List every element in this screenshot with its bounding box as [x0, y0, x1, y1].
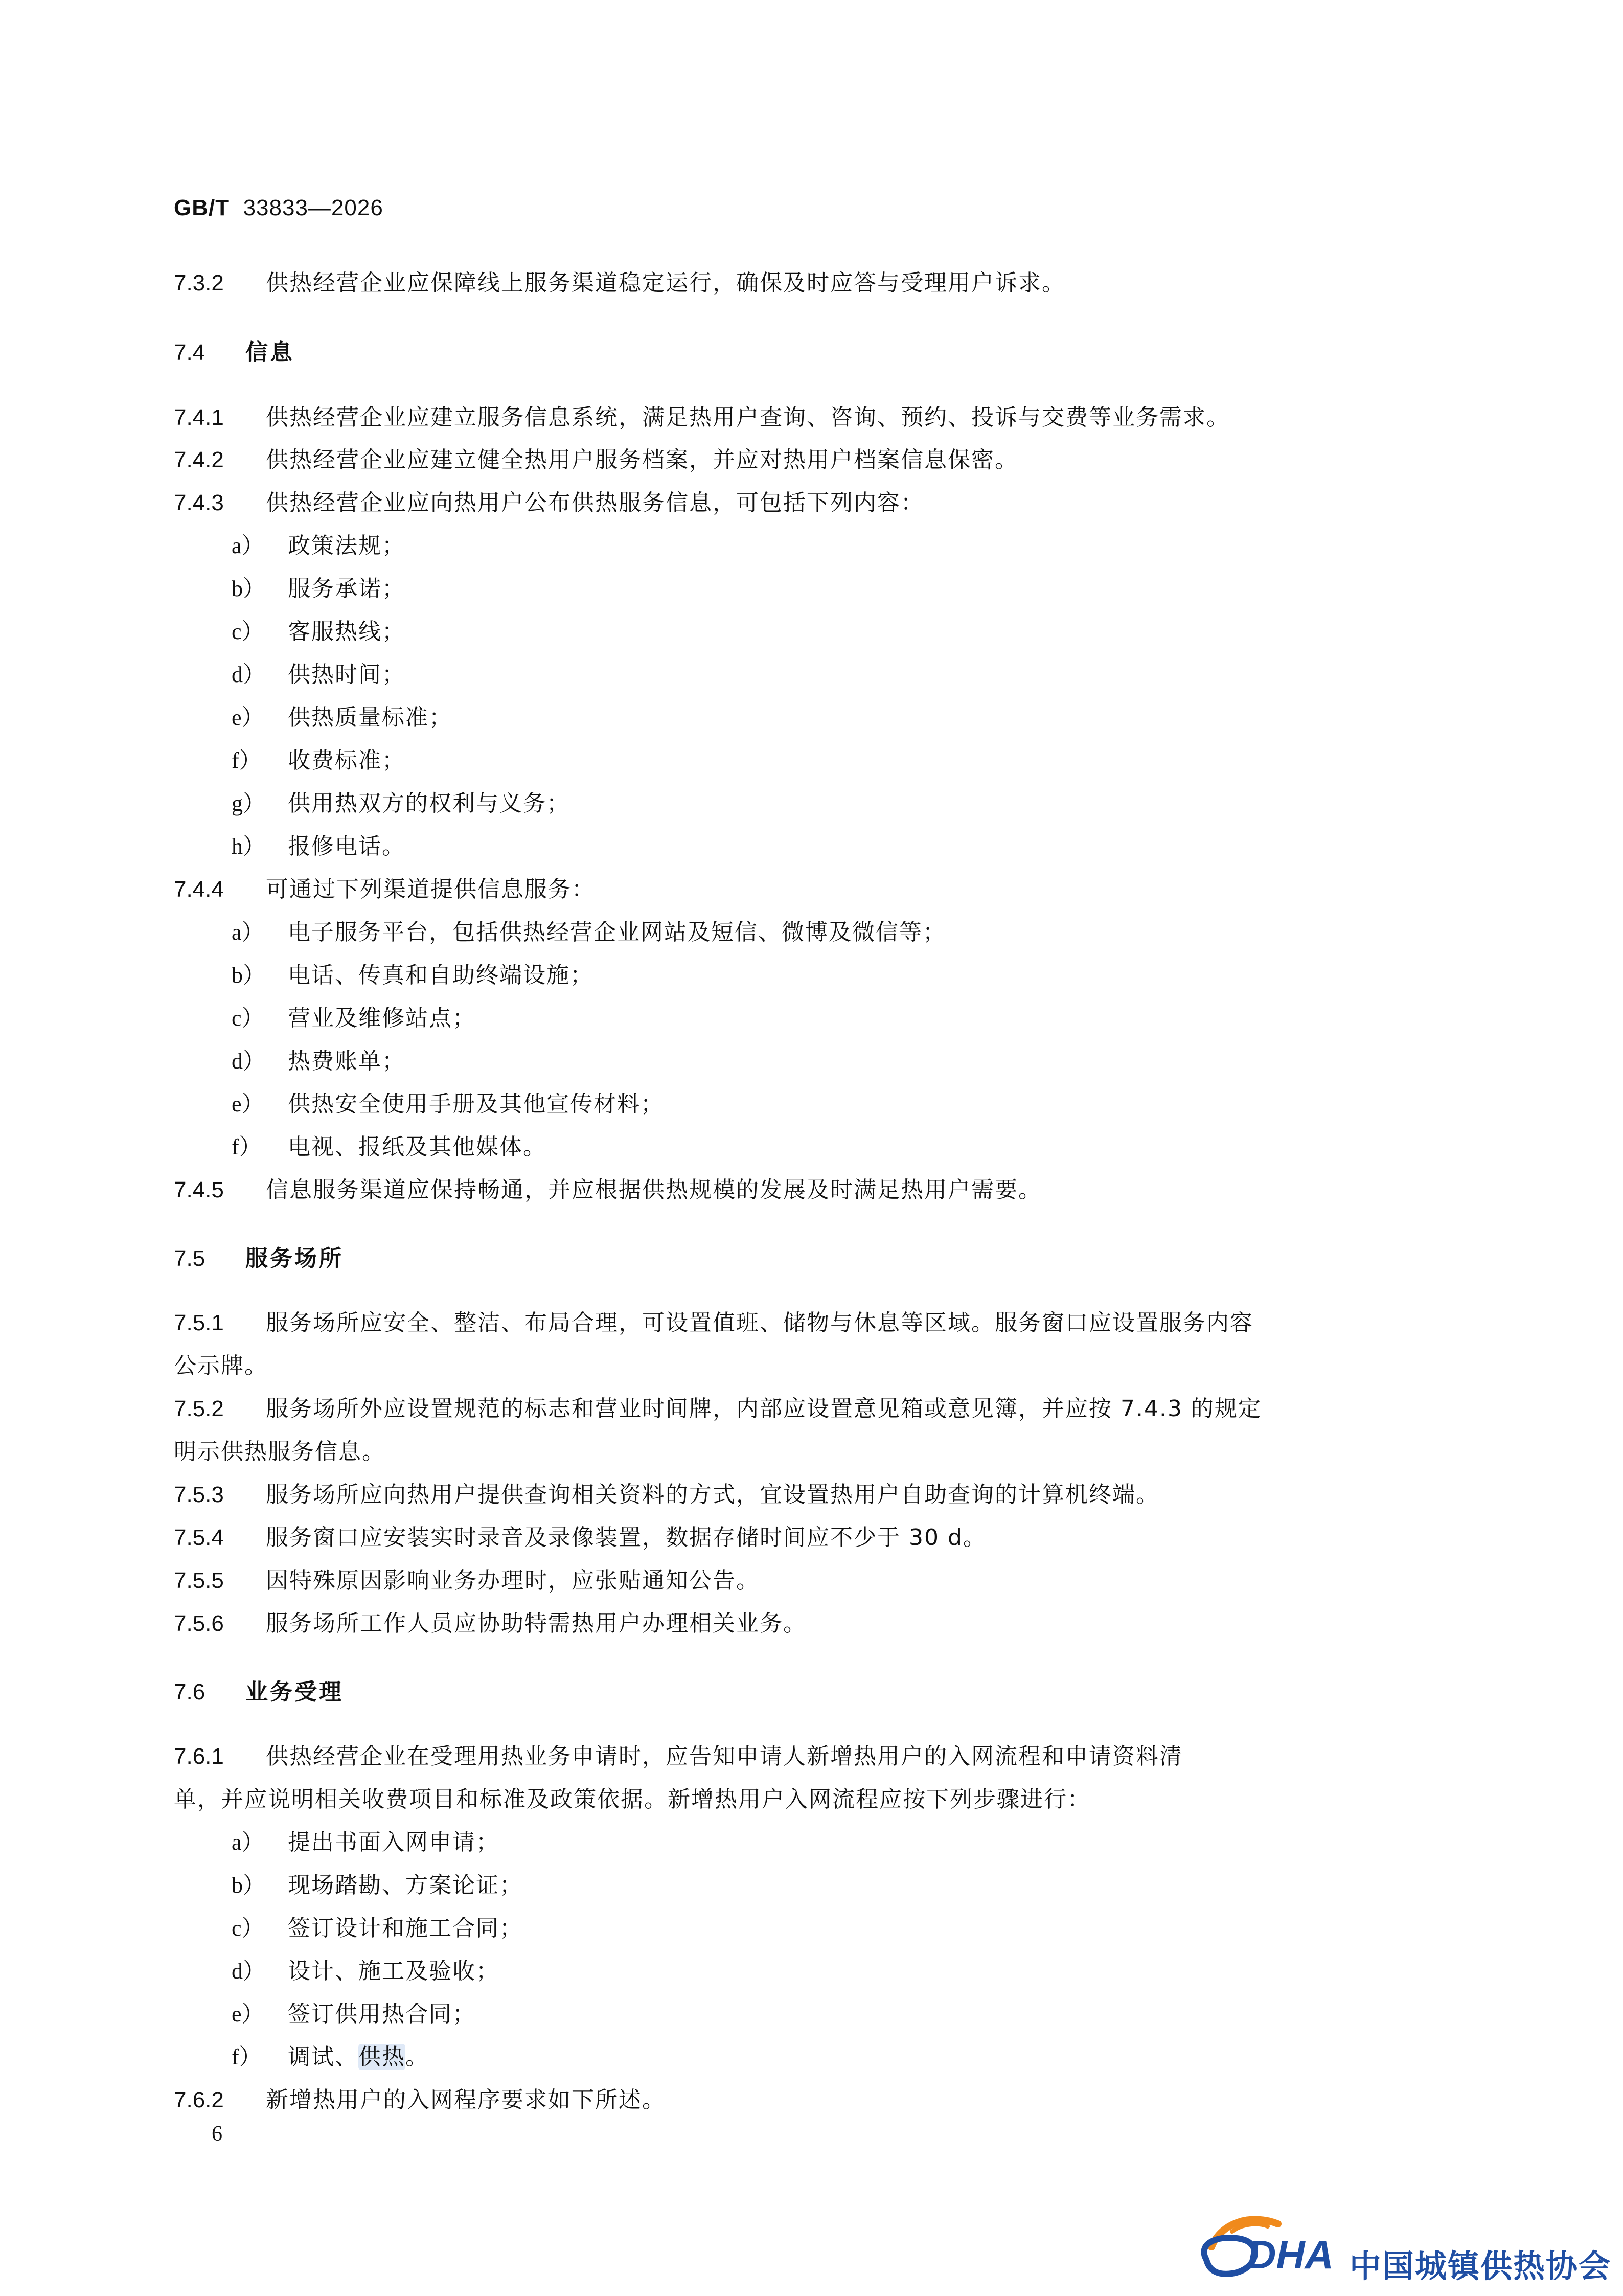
list-item: c） 营业及维修站点；	[232, 1005, 476, 1031]
clause-7-5-2: 7.5.2 服务场所外应设置规范的标志和营业时间牌，内部应设置意见箱或意见簿，并应按 7.4.3 的规定	[174, 1396, 1262, 1422]
clause-7-4-2: 7.4.2 供热经营企业应建立健全热用户服务档案，并应对热用户档案信息保密。	[174, 447, 1018, 473]
section-heading-7-4: 7.4 信息	[174, 339, 294, 366]
clause-7-6-2: 7.6.2 新增热用户的入网程序要求如下所述。	[174, 2087, 666, 2113]
list-item: b） 服务承诺；	[232, 576, 405, 602]
clause-7-6-1: 7.6.1 供热经营企业在受理用热业务申请时，应告知申请人新增热用户的入网流程和申请资料清	[174, 1743, 1183, 1769]
logo-text: DHA	[1247, 2232, 1334, 2277]
clause-7-4-5: 7.4.5 信息服务渠道应保持畅通，并应根据供热规模的发展及时满足热用户需要。	[174, 1177, 1042, 1203]
list-item: c） 客服热线；	[232, 619, 405, 645]
list-item: d） 设计、施工及验收；	[232, 1958, 499, 1984]
list-item: d） 热费账单；	[232, 1048, 405, 1074]
section-heading-7-6: 7.6 业务受理	[174, 1679, 344, 1705]
list-item: a） 电子服务平台，包括供热经营企业网站及短信、微博及微信等；	[232, 919, 946, 945]
clause-continuation: 公示牌。	[174, 1353, 268, 1379]
list-item: c） 签订设计和施工合同；	[232, 1915, 523, 1941]
list-item: a） 政策法规；	[232, 533, 405, 559]
list-item: b） 电话、传真和自助终端设施；	[232, 962, 593, 988]
clause-7-4-1: 7.4.1 供热经营企业应建立服务信息系统，满足热用户查询、咨询、预约、投诉与交费等业务需求。	[174, 404, 1230, 430]
highlighted-text: 供热	[358, 2044, 405, 2070]
list-item: e） 签订供用热合同；	[232, 2001, 476, 2027]
list-item: h） 报修电话。	[232, 833, 405, 859]
list-item: b） 现场踏勘、方案论证；	[232, 1872, 523, 1898]
clause-continuation: 明示供热服务信息。	[174, 1439, 385, 1465]
list-item: f） 调试、供热。	[232, 2044, 429, 2070]
clause-7-3-2: 7.3.2 供热经营企业应保障线上服务渠道稳定运行，确保及时应答与受理用户诉求。	[174, 270, 1065, 296]
clause-continuation: 单，并应说明相关收费项目和标准及政策依据。新增热用户入网流程应按下列步骤进行：	[174, 1786, 1091, 1812]
list-item: f） 收费标准；	[232, 747, 405, 774]
list-item: d） 供热时间；	[232, 662, 405, 688]
organization-name: 中国城镇供热协会	[1350, 2247, 1612, 2285]
list-item: f） 电视、报纸及其他媒体。	[232, 1134, 546, 1160]
clause-7-5-6: 7.5.6 服务场所工作人员应协助特需热用户办理相关业务。	[174, 1610, 807, 1636]
clause-7-5-1: 7.5.1 服务场所应安全、整洁、布局合理，可设置值班、储物与休息等区域。服务窗口应设置服务内容	[174, 1310, 1253, 1336]
list-item: e） 供热质量标准；	[232, 704, 452, 731]
list-item: e） 供热安全使用手册及其他宣传材料；	[232, 1091, 664, 1117]
page-number: 6	[212, 2122, 222, 2146]
standard-code	[174, 195, 383, 221]
clause-7-5-4: 7.5.4 服务窗口应安装实时录音及录像装置，数据存储时间应不少于 30 d。	[174, 1525, 987, 1551]
clause-7-4-3: 7.4.3 供热经营企业应向热用户公布供热服务信息，可包括下列内容：	[174, 490, 924, 516]
clause-7-4-4: 7.4.4 可通过下列渠道提供信息服务：	[174, 876, 595, 902]
clause-7-5-3: 7.5.3 服务场所应向热用户提供查询相关资料的方式，宜设置热用户自助查询的计算机终端。	[174, 1482, 1159, 1508]
list-item: a） 提出书面入网申请；	[232, 1829, 499, 1855]
standard-number: 33833—2026	[243, 195, 383, 220]
standard-prefix: GB/T	[174, 195, 230, 220]
list-item: g） 供用热双方的权利与义务；	[232, 790, 570, 816]
clause-7-5-5: 7.5.5 因特殊原因影响业务办理时，应张贴通知公告。	[174, 1567, 760, 1594]
section-heading-7-5: 7.5 服务场所	[174, 1245, 344, 1271]
